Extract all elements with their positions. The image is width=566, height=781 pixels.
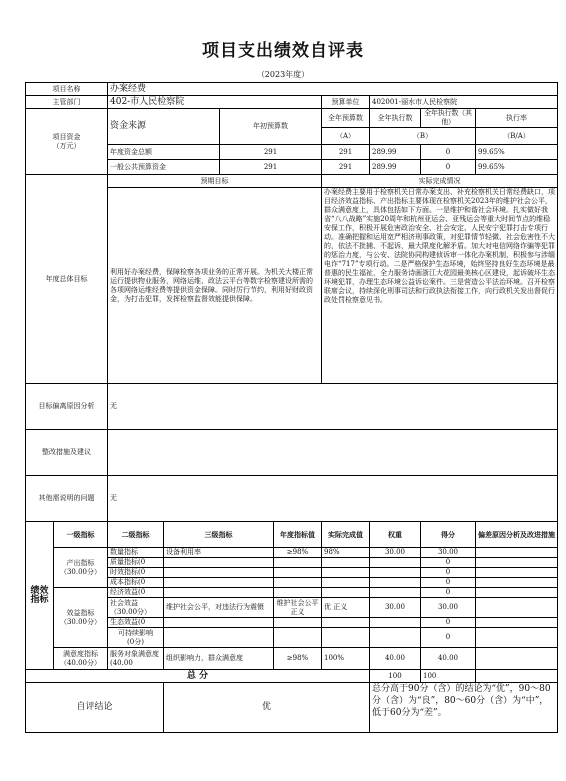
indicator-l2: 时效指标(0 — [108, 568, 164, 578]
fund-initial: 291 — [220, 160, 322, 175]
indicator-l3 — [164, 578, 274, 588]
label-col-b: （B） — [370, 128, 476, 145]
indicator-l2: 可持续影响 (0分) — [108, 628, 164, 648]
indicator-reason — [476, 648, 558, 670]
indicator-actual — [322, 628, 370, 648]
total-weight: 100 — [370, 670, 421, 683]
indicator-weight — [370, 588, 421, 598]
indicator-l3 — [164, 588, 274, 598]
fund-annual: 291 — [322, 160, 370, 175]
label-exec-rate: 执行率 — [476, 109, 558, 128]
indicator-target — [274, 628, 322, 648]
indicator-weight — [370, 628, 421, 648]
indicator-actual — [322, 588, 370, 598]
label-conclusion: 自评结论 — [26, 683, 164, 733]
indicator-target: 维护社会公平 正义 — [274, 598, 322, 618]
total-score: 100 — [421, 670, 476, 683]
fund-name: 年度资金总额 — [108, 145, 220, 160]
indicator-weight — [370, 618, 421, 628]
indicator-actual — [322, 578, 370, 588]
indicator-actual: 优 正义 — [322, 598, 370, 618]
indicator-actual: 100% — [322, 648, 370, 670]
row-deviation — [26, 384, 558, 430]
expected-goal-text: 利用好办案经费，保障检察各项业务的正常开展。为机关大楼正常运行提供物业服务，网络运维、政法云平台等数字检察建设所需的各项网络运维经费等提供资金保障。同时厉行节约，利用好财政资金，为打击犯罪，发挥检察监督效能提供保障。 — [108, 188, 322, 384]
indicator-l1-benefit: 效益指标 （30.00分） — [54, 588, 108, 648]
label-actual: 实际完成值 — [322, 522, 370, 548]
indicator-target — [274, 618, 322, 628]
row-goal-header — [26, 175, 558, 188]
indicator-l3 — [164, 568, 274, 578]
indicator-reason — [476, 588, 558, 598]
indicator-l2: 经济效益(0 — [108, 588, 164, 598]
label-project-name: 项目名称 — [26, 83, 108, 96]
label-overall-goal: 年度总体目标 — [26, 175, 108, 384]
indicator-reason — [476, 628, 558, 648]
fund-name: 一般公共预算资金 — [108, 160, 220, 175]
fund-exec: 289.99 — [370, 145, 421, 160]
conclusion-value: 优 — [164, 683, 370, 733]
indicator-target: ≥98% — [274, 548, 322, 558]
indicator-reason — [476, 568, 558, 578]
indicator-weight — [370, 568, 421, 578]
deviation-value: 无 — [108, 384, 558, 430]
label-annual-exec-other: 全年执行数（其他） — [421, 109, 476, 128]
indicator-score: 30.00 — [421, 548, 476, 558]
indicator-target — [274, 558, 322, 568]
label-weight: 权重 — [370, 522, 421, 548]
fund-other: 0 — [421, 145, 476, 160]
label-funds: 项目资金 （万元） — [26, 109, 108, 175]
indicator-score: 0 — [421, 558, 476, 568]
indicator-l2: 社会效益 （30.00分） — [108, 598, 164, 618]
indicator-actual: 98% — [322, 548, 370, 558]
row-funds-header1 — [26, 109, 558, 128]
indicator-l3 — [164, 628, 274, 648]
indicator-l3: 维护社会公平，对违法行为震慑 — [164, 598, 274, 618]
label-col-a: （A） — [322, 128, 370, 145]
label-other: 其他需说明的问题 — [26, 476, 108, 522]
label-target: 年度指标值 — [274, 522, 322, 548]
indicator-score: 0 — [421, 628, 476, 648]
label-source: 资金来源 — [108, 109, 220, 145]
label-level2: 二级指标 — [108, 522, 164, 548]
label-level3: 三级指标 — [164, 522, 274, 548]
indicator-actual — [322, 618, 370, 628]
project-name-value: 办案经费 — [108, 83, 558, 96]
indicator-l2: 成本指标(0 — [108, 578, 164, 588]
label-deviation: 目标偏离原因分析 — [26, 384, 108, 430]
label-expected-goal: 预期目标 — [108, 175, 322, 188]
label-perf-indicator: 绩效指标 — [26, 522, 54, 670]
indicator-reason — [476, 598, 558, 618]
indicator-target: ≥98% — [274, 648, 322, 670]
indicator-reason — [476, 558, 558, 568]
page-title: 项目支出绩效自评表 — [202, 41, 364, 61]
indicator-l3: 设备利用率 — [164, 548, 274, 558]
indicator-l3: 组织影响力，群众满意度 — [164, 648, 274, 670]
indicator-weight — [370, 558, 421, 568]
indicator-target — [274, 588, 322, 598]
fund-initial: 291 — [220, 145, 322, 160]
indicator-reason — [476, 548, 558, 558]
rectify-value — [108, 430, 558, 476]
indicator-l2: 服务对象满意度(40.00 — [108, 648, 164, 670]
table-row — [26, 648, 558, 670]
indicator-target — [274, 568, 322, 578]
row-project-name — [26, 83, 558, 96]
indicator-l2: 数量指标 — [108, 548, 164, 558]
label-dept: 主管部门 — [26, 96, 108, 109]
row-rectify — [26, 430, 558, 476]
indicator-weight: 30.00 — [370, 598, 421, 618]
table-row — [26, 548, 558, 558]
budget-unit-value: 402001-丽水市人民检察院 — [370, 96, 558, 109]
indicator-actual — [322, 568, 370, 578]
fund-rate: 99.65% — [476, 145, 558, 160]
label-rectify: 整改措施及建议 — [26, 430, 108, 476]
fund-rate: 99.65% — [476, 160, 558, 175]
indicator-l3 — [164, 558, 274, 568]
indicator-reason — [476, 578, 558, 588]
indicator-score: 30.00 — [421, 598, 476, 618]
other-value: 无 — [108, 476, 558, 522]
label-total: 总 分 — [26, 670, 370, 683]
row-conclusion — [26, 683, 558, 733]
label-col-ba: （B/A） — [476, 128, 558, 145]
indicator-actual — [322, 558, 370, 568]
fund-exec: 289.99 — [370, 160, 421, 175]
indicator-l2: 质量指标(0 — [108, 558, 164, 568]
indicator-l2: 生态效益(0 — [108, 618, 164, 628]
indicator-l1-satisfaction: 满意度指标 （40.00分） — [54, 648, 108, 670]
label-initial-budget: 年初预算数 — [220, 109, 322, 145]
label-score: 得分 — [421, 522, 476, 548]
row-other — [26, 476, 558, 522]
row-dept — [26, 96, 558, 109]
label-reason: 偏差原因分析及改进措施 — [476, 522, 558, 548]
indicator-score: 0 — [421, 618, 476, 628]
year-label: （2023年度） — [256, 70, 310, 79]
label-level1: 一级指标 — [54, 522, 108, 548]
indicator-weight: 40.00 — [370, 648, 421, 670]
indicator-score: 0 — [421, 588, 476, 598]
indicator-l1-output: 产出指标 （30.00分） — [54, 548, 108, 588]
indicator-reason — [476, 618, 558, 628]
table-row — [26, 588, 558, 598]
row-total — [26, 670, 558, 683]
indicator-weight: 30.00 — [370, 548, 421, 558]
indicator-score: 0 — [421, 578, 476, 588]
indicator-l3 — [164, 618, 274, 628]
conclusion-note: 总分高于90分（含）的结论为“优”，90～80分（含）为“良”，80～60分（含）为“中”，低于60分为“差”。 — [370, 683, 558, 733]
row-indicator-header — [26, 522, 558, 548]
total-reason — [476, 670, 558, 683]
dept-value: 402-市人民检察院 — [108, 96, 322, 109]
label-annual-budget: 全年预算数 — [322, 109, 370, 128]
label-annual-exec: 全年执行数 — [370, 109, 421, 128]
actual-status-text: 办案经费主要用于检察机关日常办案支出、补充检察机关日常经费缺口，项目经济效益指标、产出指标主要体现在检察机关2023年的维护社会公平，群众满意度上，具体包括如下方面。一是维护和谐社会环境。扎实做好我省“八八战略”实施20周年和杭州亚运会、亚残运会等重大时间节点的维稳安保工作，积极开展危害政治安全、社会安定、人民安宁犯罪打击专项行动。准确把握和运用宽严相济刑事政策，对犯罪情节轻微、社会危害性不大的，依法不批捕、不起诉，最大限度化解矛盾。加大对电信网络诈骗等犯罪的惩治力度，与公安、法院协同构建侦诉审一体化办案机制，积极参与涉缅电诈“717”专项行动。二是严格保护生态环境，始终坚持良好生态环境是最普惠的民生福祉，全力服务诗画浙江大花园最美核心区建设，起诉破坏生态环境犯罪，办理生态环境公益诉讼案件。三是营造公平法治环境。召开检察联席会议，持续深化刑事司法和行政执法衔接工作，向行政机关发出督促行政处罚检察意见书。 — [322, 188, 558, 384]
indicator-score: 0 — [421, 568, 476, 578]
indicator-target — [274, 578, 322, 588]
label-actual-status: 实际完成情况 — [322, 175, 558, 188]
fund-other: 0 — [421, 160, 476, 175]
fund-annual: 291 — [322, 145, 370, 160]
indicator-score: 40.00 — [421, 648, 476, 670]
evaluation-table — [25, 82, 558, 733]
indicator-weight — [370, 578, 421, 588]
label-budget-unit: 预算单位 — [322, 96, 370, 109]
